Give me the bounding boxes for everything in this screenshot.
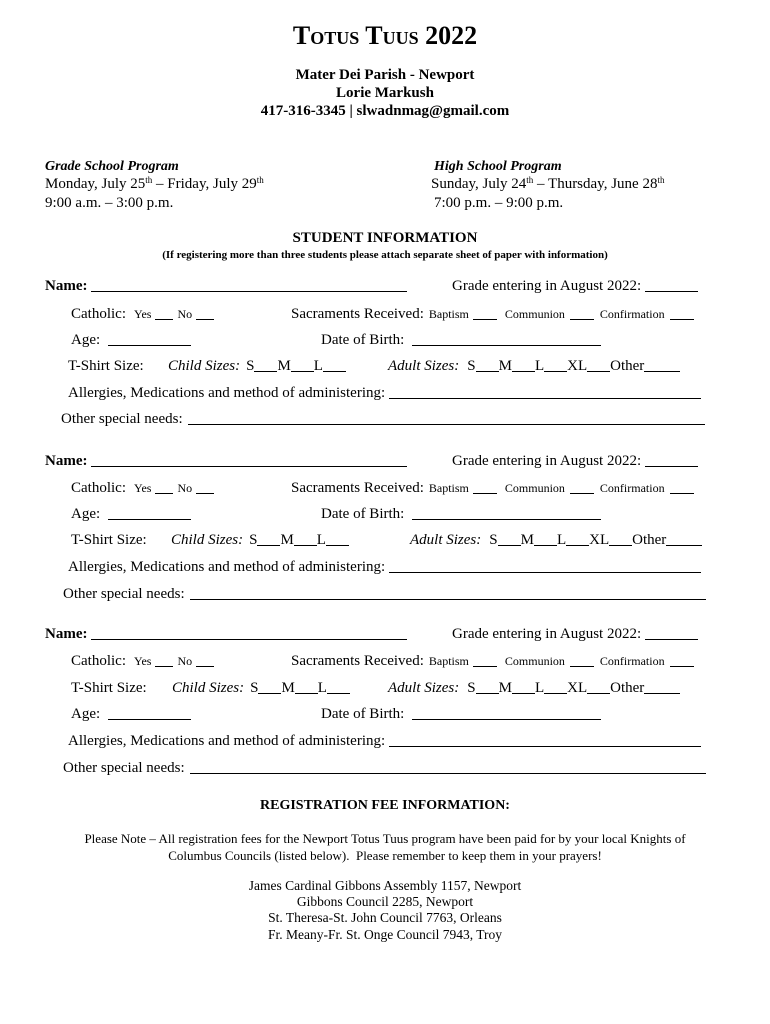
baptism-label: Baptism [428, 307, 469, 321]
allergies-row [0, 557, 770, 577]
dob-blank [412, 333, 601, 346]
size-blank [476, 681, 499, 694]
size-blank [587, 681, 610, 694]
special-needs-field [63, 758, 706, 778]
adult-sizes-field [410, 530, 702, 550]
adult-sizes-field [388, 678, 680, 698]
allergies-blank [389, 386, 701, 399]
tshirt-size-row [0, 356, 770, 376]
grade-school-program-time: 9:00 a.m. – 3:00 p.m. [45, 195, 174, 211]
special-needs-row [0, 584, 770, 604]
grade-blank [645, 627, 698, 640]
age-label: Age: [71, 506, 101, 522]
catholic-no-label: No [177, 481, 193, 495]
ordinal-suffix: th [256, 175, 264, 185]
grade-blank [645, 454, 698, 467]
catholic-no-label: No [177, 654, 193, 668]
special-needs-blank [190, 587, 706, 600]
size-blank [254, 359, 277, 372]
registration-note-line-1: Please Note – All registration fees for the Newport Totus Tuus program have been paid for by your local Knights of [84, 831, 686, 846]
allergies-blank [389, 734, 701, 747]
catholic-field [71, 304, 214, 324]
child-sizes-field [171, 530, 349, 550]
registration-fee-heading: REGISTRATION FEE INFORMATION: [260, 798, 510, 813]
tshirt-label: T-Shirt Size: [71, 680, 147, 696]
size-option: S [249, 532, 258, 548]
tshirt-size-row [0, 678, 770, 698]
confirmation-blank [670, 481, 694, 494]
child-sizes-field [168, 356, 346, 376]
tshirt-label: T-Shirt Size: [68, 358, 144, 374]
size-option: L [534, 680, 545, 696]
size-blank [587, 359, 610, 372]
catholic-sacraments-row [0, 304, 770, 324]
allergies-field [68, 731, 701, 751]
catholic-yes-label: Yes [134, 307, 152, 321]
size-option: L [316, 532, 326, 548]
size-blank [257, 533, 280, 546]
adult-sizes-label: Adult Sizes: [388, 358, 460, 374]
catholic-yes-label: Yes [134, 481, 152, 495]
size-blank [666, 533, 702, 546]
name-grade-row [0, 624, 770, 644]
age-label: Age: [71, 706, 101, 722]
size-blank [323, 359, 346, 372]
age-field [71, 504, 191, 524]
size-blank [326, 533, 349, 546]
catholic-label: Catholic: [71, 653, 126, 669]
size-blank [609, 533, 632, 546]
dob-label: Date of Birth: [321, 706, 405, 722]
size-option: Other [610, 358, 645, 374]
size-option: M [520, 532, 534, 548]
communion-label: Communion [504, 481, 565, 495]
age-dob-row [0, 504, 770, 524]
sacraments-field [291, 478, 694, 498]
communion-blank [570, 481, 594, 494]
student-block-3 [0, 624, 770, 774]
child-sizes-label: Child Sizes: [168, 358, 241, 374]
ordinal-suffix: th [145, 175, 153, 185]
size-blank [258, 681, 281, 694]
allergies-row [0, 383, 770, 403]
allergies-field [68, 557, 701, 577]
baptism-blank [473, 654, 497, 667]
contact-phone-email: 417-316-3345 | slwadnmag@gmail.com [260, 103, 510, 119]
confirmation-label: Confirmation [599, 654, 665, 668]
allergies-blank [389, 560, 701, 573]
size-option: M [280, 532, 294, 548]
size-option: Other [632, 532, 667, 548]
catholic-field [71, 478, 214, 498]
communion-blank [570, 654, 594, 667]
age-blank [108, 333, 191, 346]
special-needs-field [61, 409, 705, 429]
confirmation-blank [670, 307, 694, 320]
size-option: S [489, 532, 498, 548]
student-information-heading: STUDENT INFORMATION [292, 230, 478, 246]
sacraments-field [291, 651, 694, 671]
catholic-sacraments-row [0, 651, 770, 671]
age-blank [108, 707, 191, 720]
age-dob-row [0, 330, 770, 350]
catholic-label: Catholic: [71, 306, 126, 322]
size-blank [644, 359, 680, 372]
child-sizes-field [172, 678, 350, 698]
tshirt-label: T-Shirt Size: [71, 532, 147, 548]
confirmation-blank [670, 654, 694, 667]
date-text: Sunday, July 24 [431, 176, 527, 192]
size-blank [534, 533, 557, 546]
sacraments-label: Sacraments Received: [291, 653, 424, 669]
size-option: S [467, 680, 476, 696]
special-needs-row [0, 409, 770, 429]
adult-sizes-label: Adult Sizes: [388, 680, 460, 696]
sacraments-label: Sacraments Received: [291, 480, 424, 496]
tshirt-size-row [0, 530, 770, 550]
catholic-yes-blank [155, 307, 173, 320]
name-blank [91, 279, 407, 292]
size-blank [498, 533, 521, 546]
size-option: S [246, 358, 255, 374]
date-text: – Friday, July 29 [152, 176, 257, 192]
baptism-label: Baptism [428, 654, 469, 668]
grade-blank [645, 279, 698, 292]
dob-label: Date of Birth: [321, 332, 405, 348]
catholic-yes-blank [155, 481, 173, 494]
grade-field [452, 624, 698, 644]
allergies-label: Allergies, Medications and method of administering: [68, 559, 386, 575]
size-option: M [281, 680, 295, 696]
size-option: Other [610, 680, 645, 696]
catholic-sacraments-row [0, 478, 770, 498]
communion-label: Communion [504, 307, 565, 321]
age-field [71, 330, 191, 350]
catholic-no-label: No [177, 307, 193, 321]
age-dob-row [0, 704, 770, 724]
sacraments-label: Sacraments Received: [291, 306, 424, 322]
council-item: St. Theresa-St. John Council 7763, Orleans [268, 910, 502, 925]
high-school-program-title: High School Program [434, 159, 562, 174]
allergies-label: Allergies, Medications and method of administering: [68, 385, 386, 401]
special-needs-row [0, 758, 770, 778]
size-option: M [277, 358, 291, 374]
name-label: Name: [45, 453, 88, 469]
adult-sizes-field [388, 356, 680, 376]
size-blank [327, 681, 350, 694]
catholic-field [71, 651, 214, 671]
catholic-label: Catholic: [71, 480, 126, 496]
size-option: S [467, 358, 476, 374]
size-blank [512, 359, 535, 372]
name-field [45, 624, 407, 644]
student-information-note: (If registering more than three students please attach separate sheet of paper with information) [162, 249, 608, 261]
tshirt-label-field [68, 356, 144, 376]
size-option: XL [589, 532, 610, 548]
communion-label: Communion [504, 654, 565, 668]
confirmation-label: Confirmation [599, 307, 665, 321]
catholic-no-blank [196, 654, 214, 667]
adult-sizes-label: Adult Sizes: [410, 532, 482, 548]
registration-note-line-2: Columbus Councils (listed below). Please remember to keep them in your prayers! [168, 848, 602, 863]
dob-field [321, 504, 601, 524]
baptism-blank [473, 307, 497, 320]
catholic-yes-blank [155, 654, 173, 667]
grade-label: Grade entering in August 2022: [452, 453, 642, 469]
council-item: James Cardinal Gibbons Assembly 1157, Newport [248, 878, 522, 893]
grade-field [452, 276, 698, 296]
special-needs-label: Other special needs: [63, 586, 185, 602]
special-needs-label: Other special needs: [63, 760, 185, 776]
document-title: Totus Tuus 2022 [292, 21, 478, 50]
tshirt-label-field [71, 678, 147, 698]
confirmation-label: Confirmation [599, 481, 665, 495]
dob-field [321, 704, 601, 724]
size-blank [294, 533, 317, 546]
dob-field [321, 330, 601, 350]
special-needs-label: Other special needs: [61, 411, 183, 427]
size-option: L [313, 358, 323, 374]
age-blank [108, 507, 191, 520]
size-blank [512, 681, 535, 694]
date-text: Monday, July 25 [45, 176, 146, 192]
baptism-label: Baptism [428, 481, 469, 495]
size-option: XL [567, 358, 588, 374]
dob-label: Date of Birth: [321, 506, 405, 522]
allergies-field [68, 383, 701, 403]
communion-blank [570, 307, 594, 320]
allergies-label: Allergies, Medications and method of administering: [68, 733, 386, 749]
sacraments-field [291, 304, 694, 324]
date-text: – Thursday, June 28 [533, 176, 658, 192]
child-sizes-label: Child Sizes: [172, 680, 245, 696]
special-needs-blank [188, 412, 705, 425]
name-blank [91, 454, 407, 467]
parish-name: Mater Dei Parish - Newport [295, 67, 475, 83]
size-option: M [498, 680, 512, 696]
ordinal-suffix: th [526, 175, 534, 185]
allergies-row [0, 731, 770, 751]
tshirt-label-field [71, 530, 147, 550]
size-blank [291, 359, 314, 372]
special-needs-field [63, 584, 706, 604]
grade-school-program-dates [45, 175, 264, 193]
high-school-program-dates [431, 175, 664, 193]
child-sizes-label: Child Sizes: [171, 532, 244, 548]
size-option: L [317, 680, 327, 696]
grade-label: Grade entering in August 2022: [452, 278, 642, 294]
dob-blank [412, 707, 601, 720]
size-option: XL [567, 680, 588, 696]
name-blank [91, 627, 407, 640]
baptism-blank [473, 481, 497, 494]
grade-field [452, 451, 698, 471]
special-needs-blank [190, 761, 706, 774]
size-blank [544, 681, 567, 694]
council-item: Gibbons Council 2285, Newport [296, 894, 474, 909]
size-blank [476, 359, 499, 372]
catholic-yes-label: Yes [134, 654, 152, 668]
name-label: Name: [45, 278, 88, 294]
size-blank [295, 681, 318, 694]
size-option: L [556, 532, 567, 548]
size-blank [566, 533, 589, 546]
size-option: L [534, 358, 545, 374]
size-blank [644, 681, 680, 694]
size-option: M [498, 358, 512, 374]
catholic-no-blank [196, 481, 214, 494]
size-option: S [250, 680, 259, 696]
name-grade-row [0, 276, 770, 296]
high-school-program-time: 7:00 p.m. – 9:00 p.m. [434, 195, 564, 211]
dob-blank [412, 507, 601, 520]
name-field [45, 276, 407, 296]
grade-label: Grade entering in August 2022: [452, 626, 642, 642]
grade-school-program-title: Grade School Program [45, 159, 179, 174]
age-label: Age: [71, 332, 101, 348]
name-grade-row [0, 451, 770, 471]
age-field [71, 704, 191, 724]
size-blank [544, 359, 567, 372]
name-label: Name: [45, 626, 88, 642]
student-block-1 [0, 276, 770, 426]
council-item: Fr. Meany-Fr. St. Onge Council 7943, Troy [267, 927, 503, 942]
catholic-no-blank [196, 307, 214, 320]
ordinal-suffix: th [657, 175, 665, 185]
contact-name: Lorie Markush [336, 85, 434, 101]
student-block-2 [0, 451, 770, 601]
name-field [45, 451, 407, 471]
